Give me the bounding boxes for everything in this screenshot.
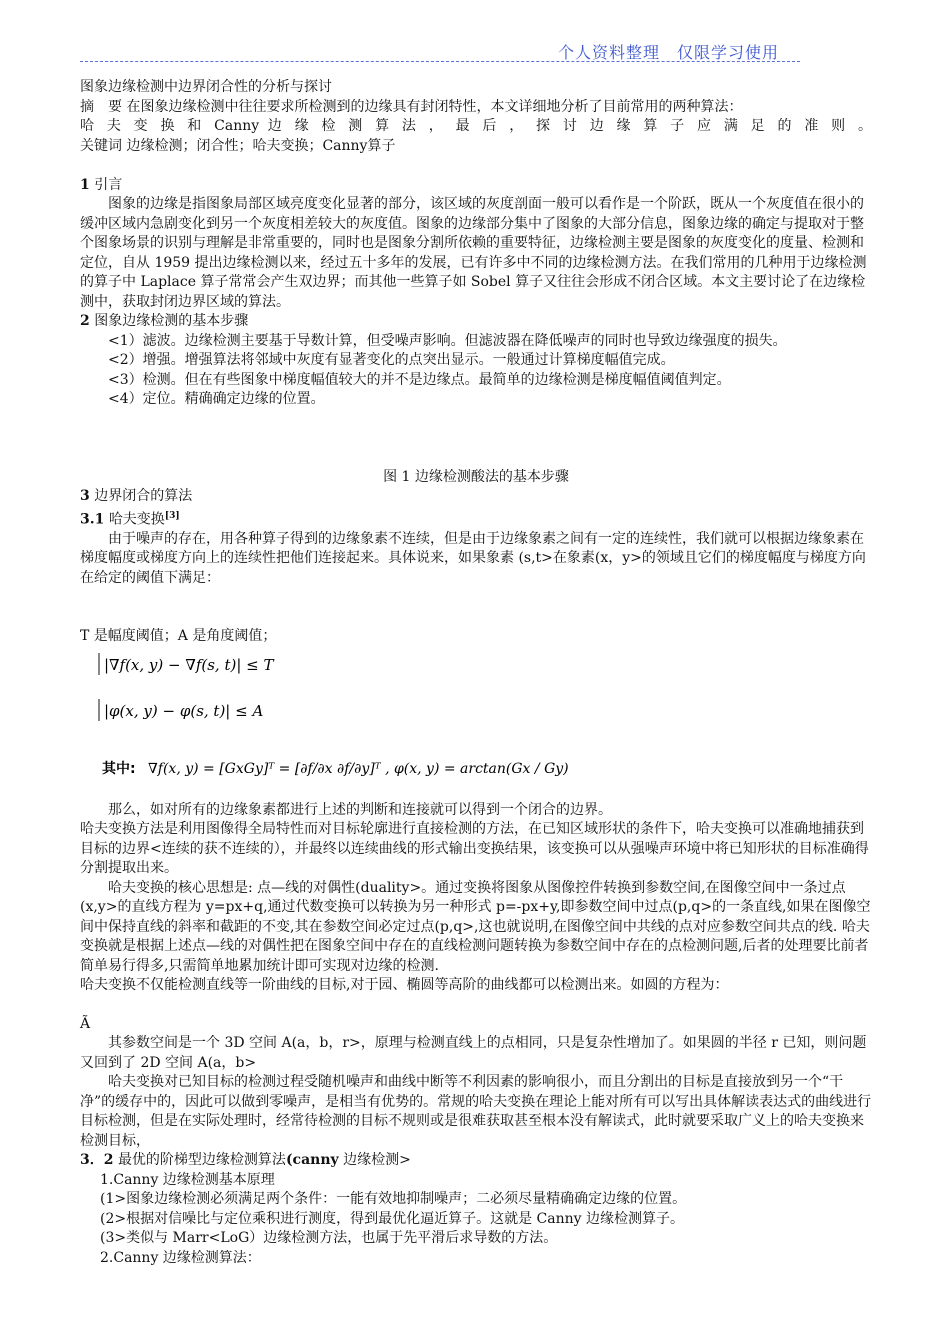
canny-algorithm-heading: 2.Canny 边缘检测算法： bbox=[100, 1249, 261, 1266]
section-3-1-heading: 3.1 哈夫变换[3] bbox=[80, 510, 180, 528]
hough-paragraph-5: 哈夫变换不仅能检测直线等一阶曲线的目标,对于园、椭圆等高阶的曲线都可以检测出来。如圆的方程为： bbox=[80, 977, 729, 994]
step-filter: <1）滤波。边缘检测主要基于导数计算，但受噪声影响。但滤波器在降低噪声的同时也导致边缘强度的损失。 bbox=[108, 332, 787, 349]
paper-body bbox=[80, 78, 872, 1268]
hough-paragraph-1: 由于噪声的存在，用各种算子得到的边缘象素不连续，但是由于边缘象素之间有一定的连续性，我们就可以根据边缘象素在梯度幅度或梯度方向上的连续性把他们连接起来。具体说来，如果象素 (s,t>在象素(x，y>的领域且它们的梯度幅度与梯度方向在给定的阈值下满足： bbox=[80, 530, 866, 586]
step-locate: <4）定位。精确确定边缘的位置。 bbox=[108, 391, 325, 407]
header-divider bbox=[80, 61, 800, 62]
figure-1-caption: 图 1 边缘检测酸法的基本步骤 bbox=[383, 468, 569, 485]
hough-paragraph-6: 其参数空间是一个 3D 空间 A(a，b，r>，原理与检测直线上的点相同，只是复杂性增加了。如果圆的半径 r 已知，则问题又回到了 2D 空间 A(a，b> bbox=[80, 1035, 867, 1071]
gradient-magnitude-formula bbox=[80, 647, 872, 691]
gradient-magnitude-formula-graphic bbox=[90, 647, 310, 687]
figure-1-placeholder bbox=[80, 410, 872, 468]
hough-paragraph-4: 哈夫变换的核心思想是: 点—线的对偶性(duality>。通过变换将图象从图像控件转换到参数空间,在图像空间中一条过点(x,y>的直线方程为 y=px+q,通过代数变换可以转换为另一种形式 p=-px+y,即参数空间中过点(p,q>的一条直线,如果在图像空间中保持直线的斜率和截距的不变,其在参数空间必定过点(p,q>,这也就说明,在图像空间中共线的点对应参数空间共点的线. 哈夫变换就是根据上述点—线的对偶性把在图象空间中存在的直线检测问题转换为参数空间中存在的点检测问题,后者的处理要比前者简单易行得多,只需简单地累加统计即可实现对边缘的检测. bbox=[80, 879, 871, 974]
section-1-paragraph: 图象的边缘是指图象局部区域亮度变化显著的部分，该区域的灰度剖面一般可以看作是一个阶跃，既从一个灰度值在很小的缓冲区域内急剧变化到另一个灰度相差较大的灰度值。图象的边缘部分集中了图象的大部分信息，图象边缘的确定与提取对于整个图象场景的识别与理解是非常重要的，同时也是图象分割所依赖的重要特征，边缘检测主要是图象的灰度变化的度量、检测和定位，自从 1959 提出边缘检测以来，经过五十多年的发展，已有许多中不同的边缘检测方法。在我们常用的几种用于边缘检测的算子中 Laplace 算子常常会产生双边界；而其他一些算子如 Sobel 算子又往往会形成不闭合区域。本文主要讨论了在边缘检测中，获取封闭边界区域的算法。 bbox=[80, 196, 867, 310]
hough-paragraph-7: 哈夫变换对已知目标的检测过程受随机噪声和曲线中断等不利因素的影响很小，而且分割出的目标是直接放到另一个“干净”的缓存中的，因此可以做到零噪声，是相当有优势的。常规的哈夫变换在理论上能对所有可以写出具体解读表达式的曲线进行目标检测，但是在实际处理时，经常待检测的目标不规则或是很难获取甚至根本没有解读式，此时就要采取广义上的哈夫变换来检测目标， bbox=[80, 1074, 872, 1149]
section-3-heading: 3 边界闭合的算法 bbox=[80, 488, 193, 504]
gradient-definition-formula bbox=[80, 739, 872, 801]
formula-3-text: ∇f(x, y) = [GxGy]ᵀ = [∂f/∂x ∂f/∂y]ᵀ , φ(x, y) = arctan(Gx / Gy) bbox=[148, 760, 569, 777]
circle-equation-placeholder: Ã bbox=[80, 1015, 91, 1032]
formula-2-text: |φ(x, y) − φ(s, t)| ≤ A bbox=[104, 701, 264, 720]
step-detect: <3）检测。但在有些图象中梯度幅值较大的并不是边缘点。最简单的边缘检测是梯度幅值阈值判定。 bbox=[108, 371, 731, 388]
paper-title: 图象边缘检测中边界闭合性的分析与探讨 bbox=[80, 79, 332, 95]
hough-paragraph-2: 那么，如对所有的边缘象素都进行上述的判断和连接就可以得到一个闭合的边界。 bbox=[108, 801, 612, 818]
formula-3-prefix: 其中: bbox=[102, 760, 136, 777]
gradient-definition-formula-graphic bbox=[90, 739, 630, 797]
threshold-definitions: T 是幅度阈值；A 是角度阈值； bbox=[80, 628, 277, 645]
abstract-continued: 哈 夫 变 换 和 Canny 边 缘 检 测 算 法 ， 最 后 ， 探 讨 边 缘 算 子 应 满 足 的 准 则 。 bbox=[80, 118, 872, 134]
canny-principle-heading: 1.Canny 边缘检测基本原理 bbox=[100, 1171, 275, 1188]
formula-1-text: |∇f(x, y) − ∇f(s, t)| ≤ T bbox=[104, 655, 274, 674]
keywords: 关键词 边缘检测；闭合性；哈夫变换；Canny算子 bbox=[80, 137, 396, 154]
canny-item-3: (3>类似与 Marr<LoG）边缘检测方法，也属于先平滑后求导数的方法。 bbox=[100, 1230, 558, 1247]
section-3-2-heading: 3．2 最优的阶梯型边缘检测算法(canny 边缘检测> bbox=[80, 1152, 411, 1169]
step-enhance: <2）增强。增强算法将邻域中灰度有显著变化的点突出显示。一般通过计算梯度幅值完成。 bbox=[108, 352, 675, 368]
gradient-direction-formula bbox=[80, 691, 872, 739]
section-1-heading: 1 引言 bbox=[80, 176, 123, 193]
abstract: 摘 要 在图象边缘检测中往往要求所检测到的边缘具有封闭特性，本文详细地分析了目前常用的两种算法： bbox=[80, 98, 743, 115]
canny-item-1: (1>图象边缘检测必须满足两个条件：一能有效地抑制噪声；二必须尽量精确确定边缘的位置。 bbox=[100, 1191, 687, 1208]
hough-paragraph-3: 哈夫变换方法是利用图像得全局特性而对目标轮廓进行直接检测的方法，在已知区域形状的条件下，哈夫变换可以准确地捕获到目标的边界<连续的获不连续的），并最终以连续曲线的形式输出变换结果，该变换可以从强噪声环境中将已知形状的目标准确得分割提取出来。 bbox=[80, 821, 869, 877]
section-2-heading: 2 图象边缘检测的基本步骤 bbox=[80, 313, 249, 329]
page-header-text: 个人资料整理 仅限学习使用 bbox=[558, 43, 780, 62]
gradient-direction-formula-graphic bbox=[90, 691, 310, 731]
canny-item-2: (2>根据对信噪比与定位乘积进行测度，得到最优化逼近算子。这就是 Canny 边缘检测算子。 bbox=[100, 1210, 684, 1227]
